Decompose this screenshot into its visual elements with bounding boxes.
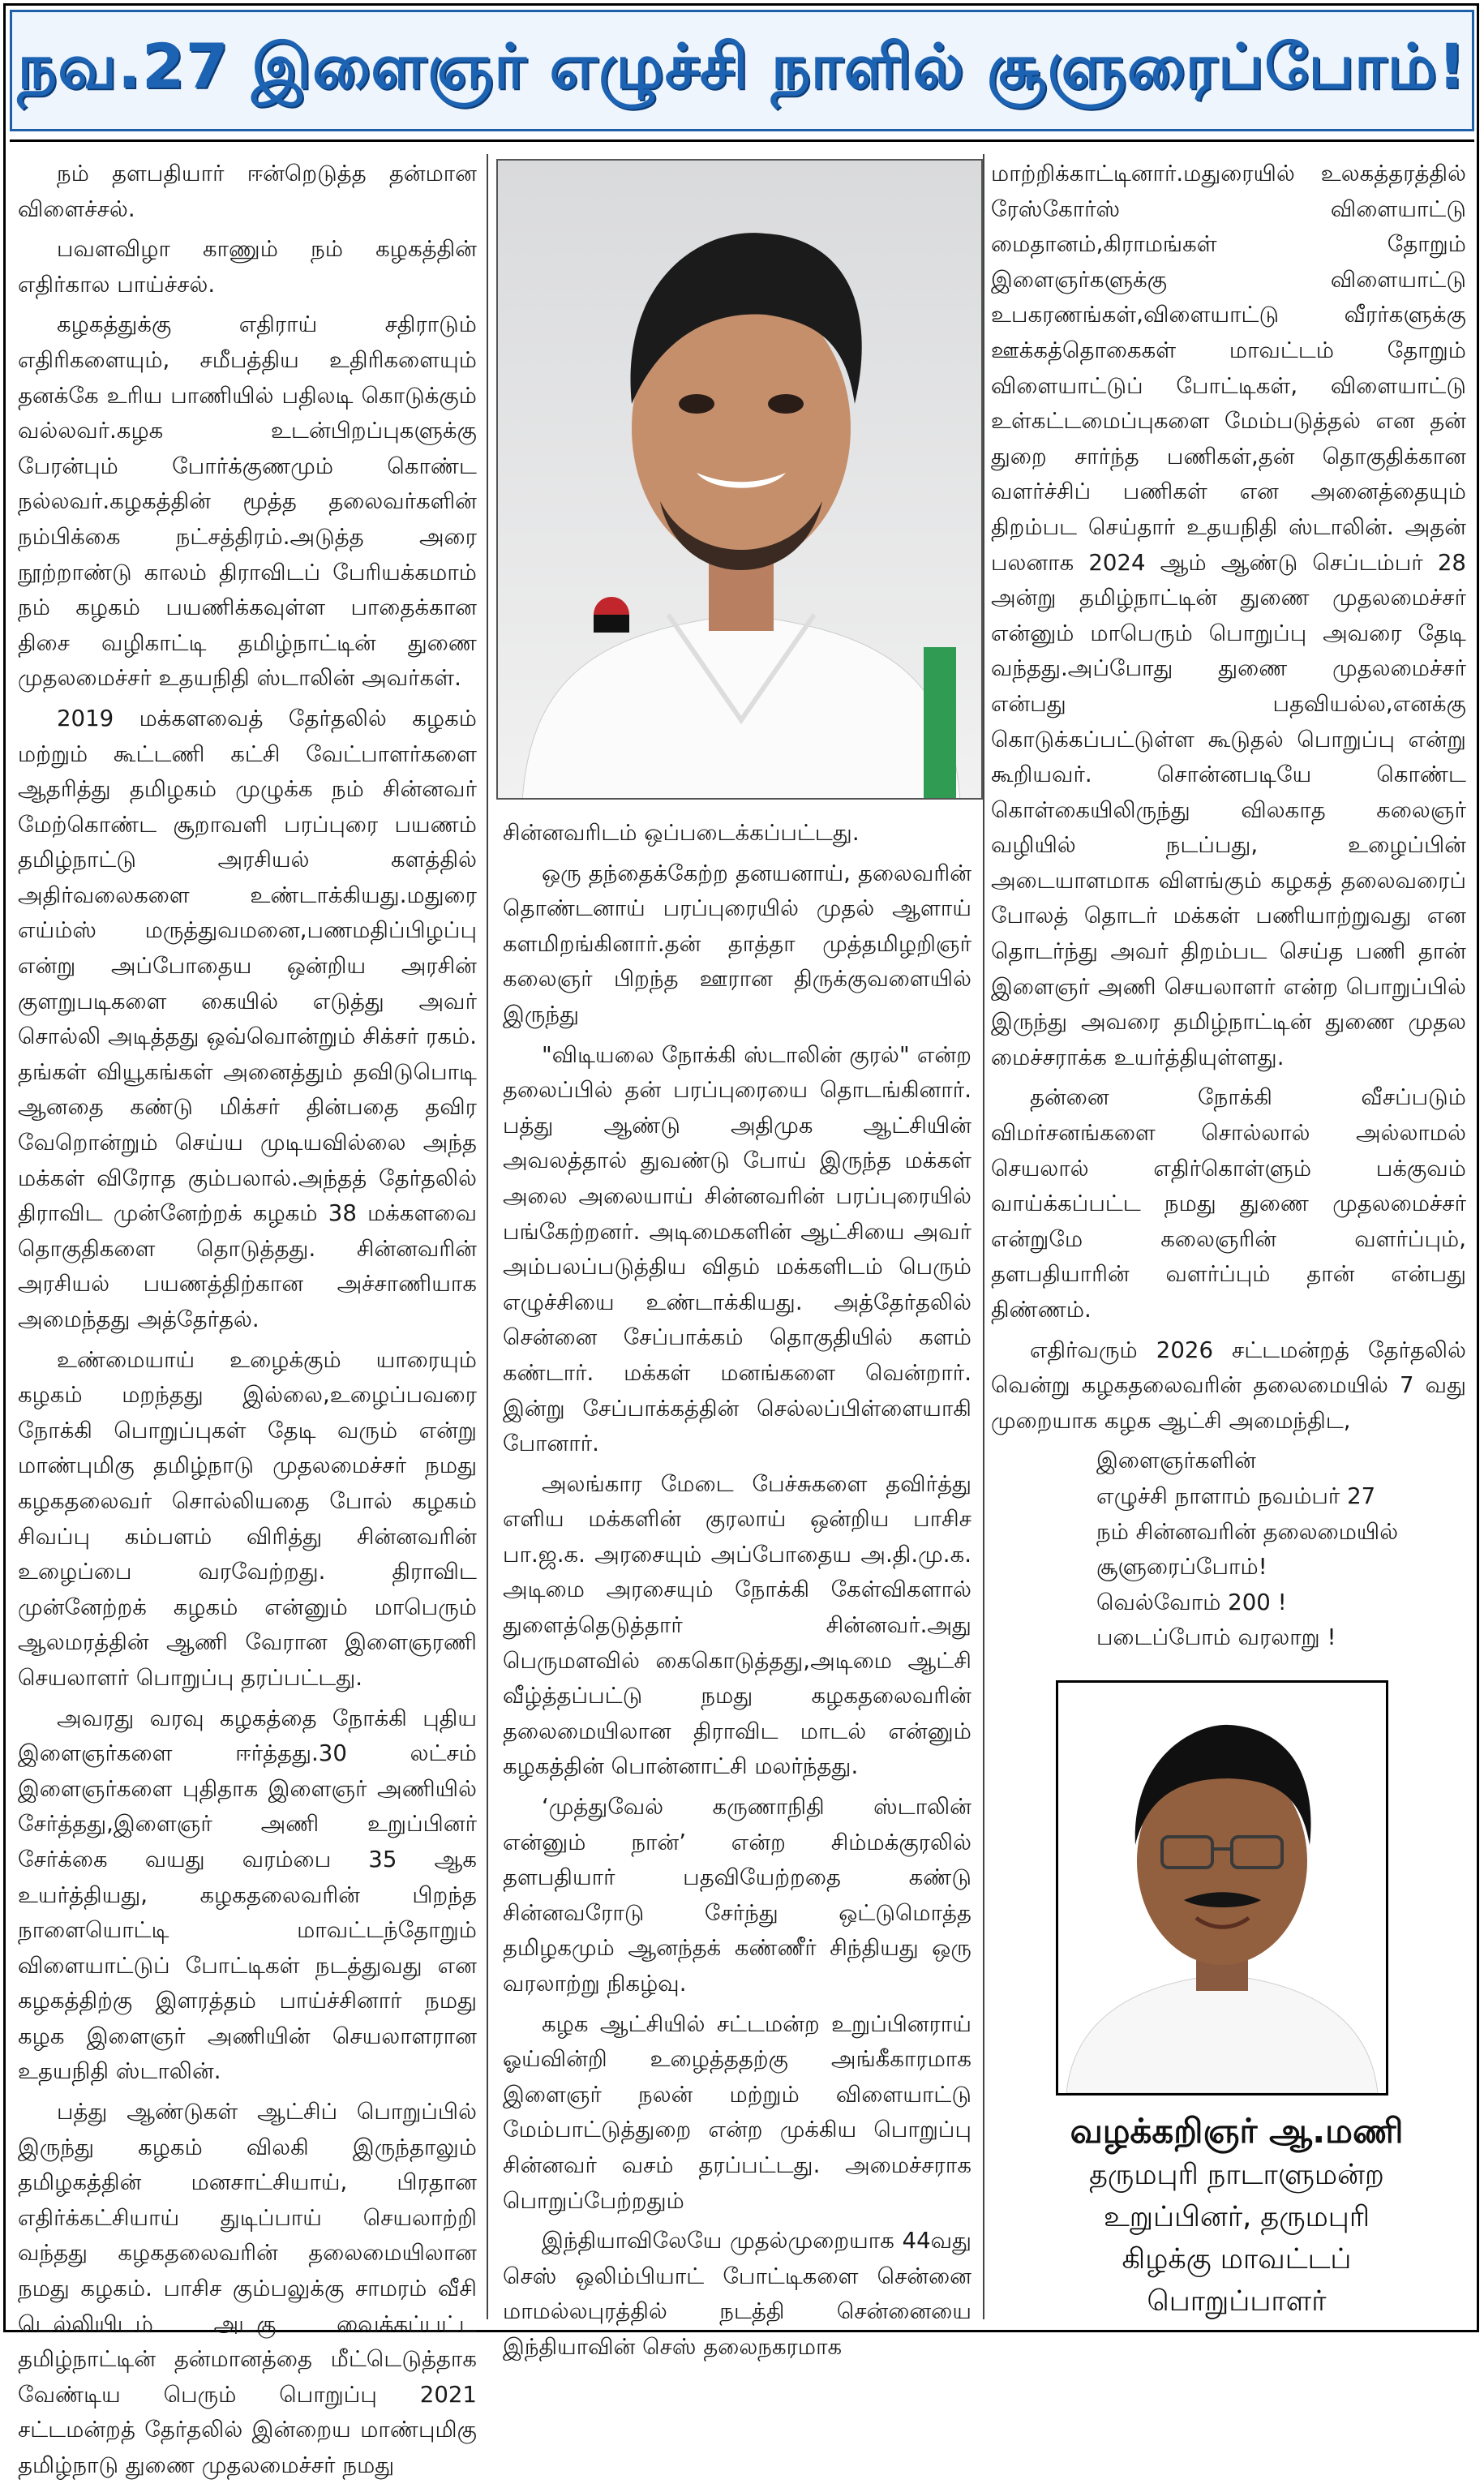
slogan-line: இளைஞர்களின் [1096,1447,1256,1474]
paragraph: எதிர்வரும் 2026 சட்டமன்றத் தேர்தலில் வென்று கழகதலைவரின் தலைமையில் 7 வது முறையாக கழக ஆட்சி அமைந்திட, [991,1336,1466,1434]
paragraph: ‘முத்துவேல் கருணாநிதி ஸ்டாலின் என்னும் நான்’ என்ற சிம்மக்குரலில் தளபதியார் பதவியேற்றதை கண்டு சின்னவரோடு சேர்ந்து ஒட்டுமொத்த தமிழகமும் ஆனந்தக் கண்ணீர் சிந்தியது ஒரு வரலாற்று நிகழ்வு. [503,1793,971,1997]
author-title-line: கிழக்கு மாவட்டப் [1122,2243,1352,2276]
paragraph: சின்னவரிடம் ஒப்படைக்கப்பட்டது. [503,819,860,846]
paragraph: "விடியலை நோக்கி ஸ்டாலின் குரல்" என்ற தலைப்பில் தன் பரப்புரையை தொடங்கினார். பத்து ஆண்டு அதிமுக ஆட்சியின் அவலத்தால் துவண்டு போய் இருந்த மக்கள் அலை அலையாய் சின்னவரின் பரப்புரையில் பங்கேற்றனர். அடிமைகளின் ஆட்சியை அவர் அம்பலப்படுத்திய விதம் மக்களிடம் பெரும் எழுச்சியை உண்டாக்கியது. அத்தேர்தலில் சென்னை சேப்பாக்கம் தொகுதியில் களம் கண்டார். மக்கள் மனங்களை வென்றார். இன்று சேப்பாக்கத்தின் செல்லப்பிள்ளையாகி போனார். [503,1040,971,1457]
paragraph: கழகத்துக்கு எதிராய் சதிராடும் எதிரிகளையும், சமீபத்திய உதிரிகளையும் தனக்கே உரிய பாணியில் பதிலடி கொடுக்கும் வல்லவர்.கழக உடன்பிறப்புகளுக்கு பேரன்பும் போர்க்குணமும் கொண்ட நல்லவர்.கழகத்தின் மூத்த தலைவர்களின் நம்பிக்கை நட்சத்திரம்.அடுத்த அரை நூற்றாண்டு காலம் திராவிடப் பேரியக்கமாம் நம் கழகம் பயணிக்கவுள்ள பாதைக்கான திசை வழிகாட்டி தமிழ்நாட்டின் துணை முதலமைச்சர் உதயநிதி ஸ்டாலின் அவர்கள். [18,311,477,692]
author-title-line: பொறுப்பாளர் [1147,2285,1327,2318]
author-block [999,2108,1474,2323]
headline-banner [10,10,1474,131]
author-title-line: உறுப்பினர், தருமபுரி [1103,2201,1370,2233]
paragraph: கழக ஆட்சியில் சட்டமன்ற உறுப்பினராய் ஓய்வின்றி உழைத்ததற்கு அங்கீகாரமாக இளைஞர் நலன் மற்றும் விளையாட்டு மேம்பாட்டுத்துறை என்ற முக்கிய பொறுப்பு சின்னவர் வசம் தரப்பட்டது. அமைச்சராக பொறுப்பேற்றதும் [503,2010,971,2214]
paragraph: அவரது வரவு கழகத்தை நோக்கி புதிய இளைஞர்களை ஈர்த்தது.30 லட்சம் இளைஞர்களை புதிதாக இளைஞர் அணியில் சேர்த்தது,இளைஞர் அணி உறுப்பினர் சேர்க்கை வயது வரம்பை 35 ஆக உயர்த்தியது, கழகதலைவரின் பிறந்த நாளையொட்டி மாவட்டந்தோறும் விளையாட்டுப் போட்டிகள் நடத்துவது என கழகத்திற்கு இளரத்தம் பாய்ச்சினார் நமது கழக இளைஞர் அணியின் செயலாளரான உதயநிதி ஸ்டாலின். [18,1704,477,2085]
headline-rule [10,139,1474,142]
author-title-line: தருமபுரி நாடாளுமன்ற [1089,2159,1384,2191]
paragraph: 2019 மக்களவைத் தேர்தலில் கழகம் மற்றும் கூட்டணி கட்சி வேட்பாளர்களை ஆதரித்து தமிழகம் முழுக்க நம் சின்னவர் மேற்கொண்ட சூறாவளி பரப்புரை பயணம் தமிழ்நாட்டு அரசியல் களத்தில் அதிர்வலைகளை உண்டாக்கியது.மதுரை எய்ம்ஸ் மருத்துவமனை,பணமதிப்பிழப்பு என்று அப்போதைய ஒன்றிய அரசின் குளறுபடிகளை கையில் எடுத்து அவர் சொல்லி அடித்தது ஒவ்வொன்றும் சிக்சர் ரகம். தங்கள் வியூகங்கள் அனைத்தும் தவிடுபொடி ஆனதை கண்டு மிக்சர் தின்பதை தவிர வேறொன்றும் செய்ய முடியவில்லை அந்த மக்கள் விரோத கும்பலால்.அந்தத் தேர்தலில் திராவிட முன்னேற்றக் கழகம் 38 மக்களவை தொகுதிகளை தொடுத்தது. சின்னவரின் அரசியல் பயணத்திற்கான அச்சாணியாக அமைந்தது அத்தேர்தல். [18,704,477,1332]
slogan-line: வெல்வோம் 200 ! [1096,1588,1287,1615]
slogan-line: நம் சின்னவரின் தலைமையில் [1096,1517,1399,1545]
slogan-line: சூளுரைப்போம்! [1096,1553,1267,1581]
column-divider-2 [983,154,984,2319]
article-column-1 [18,156,477,2488]
paragraph: அலங்கார மேடை பேச்சுகளை தவிர்த்து எளிய மக்களின் குரலாய் ஒன்றிய பாசிச பா.ஜ.க. அரசையும் அப்போதைய அ.தி.மு.க. அடிமை அரசையும் நோக்கி கேள்விகளால் துளைத்தெடுத்தார் சின்னவர்.அது பெருமளவில் கைகொடுத்தது,அடிமை ஆட்சி வீழ்த்தப்பட்டு நமது கழகதலைவரின் தலைமையிலான திராவிட மாடல் என்னும் கழகத்தின் பொன்னாட்சி மலர்ந்தது. [503,1469,971,1780]
headline: நவ.27 இளைஞர் எழுச்சி நாளில் சூளுரைப்போம்! [17,30,1467,102]
paragraph: பத்து ஆண்டுகள் ஆட்சிப் பொறுப்பில் இருந்து கழகம் விலகி இருந்தாலும் தமிழகத்தின் மனசாட்சியாய், பிரதான எதிர்க்கட்சியாய் துடிப்பாய் செயலாற்றி வந்தது கழகதலைவரின் தலைமையிலான நமது கழகம். பாசிச கும்பலுக்கு சாமரம் வீசி டெல்லியிடம் அடகு வைக்கப்பட்ட தமிழ்நாட்டின் தன்மானத்தை மீட்டெடுத்தாக வேண்டிய பெரும் பொறுப்பு 2021 சட்டமன்றத் தேர்தலில் இன்றைய மாண்புமிகு தமிழ்நாடு துணை முதலமைச்சர் நமது [18,2098,477,2478]
paragraph: உண்மையாய் உழைக்கும் யாரையும் கழகம் மறந்தது இல்லை,உழைப்பவரை நோக்கி பொறுப்புகள் தேடி வரும் என்று மாண்புமிகு தமிழ்நாடு முதலமைச்சர் நமது கழகதலைவர் சொல்லியதை போல் கழகம் சிவப்பு கம்பளம் விரித்து சின்னவரின் உழைப்பை வரவேற்றது. திராவிட முன்னேற்றக் கழகம் என்னும் மாபெரும் ஆலமரத்தின் ஆணி வேரான இளைஞரணி செயலாளர் பொறுப்பு தரப்பட்டது. [18,1345,477,1691]
author-name: வழக்கறிஞர் ஆ.மணி [1070,2111,1404,2151]
slogan-line: படைப்போம் வரலாறு ! [1096,1624,1336,1651]
author-portrait-illustration [1058,1683,1386,2093]
paragraph: ஒரு தந்தைக்கேற்ற தனயனாய், தலைவரின் தொண்டனாய் பரப்புரையில் முதல் ஆளாய் களமிறங்கினார்.தன் தாத்தா முத்தமிழறிஞர் கலைஞர் பிறந்த ஊரான திருக்குவளையில் இருந்து [503,859,971,1027]
article-column-2 [503,815,971,2370]
paragraph: நம் தளபதியார் ஈன்றெடுத்த தன்மான விளைச்சல். [18,160,477,222]
udhayanidhi-stalin-photo [496,159,983,800]
column-divider-1 [487,154,488,2319]
slogan-line: எழுச்சி நாளாம் நவம்பர் 27 [1096,1482,1376,1509]
paragraph: தன்னை நோக்கி வீசப்படும் விமர்சனங்களை சொல்லால் அல்லாமல் செயலால் எதிர்கொள்ளும் பக்குவம் வாய்க்கப்பட்ட நமது துணை முதலமைச்சர் என்றுமே கலைஞரின் வளர்ப்பும், தளபதியாரின் வளர்ப்பும் தான் என்பது திண்ணம். [991,1083,1466,1323]
paragraph: இந்தியாவிலேயே முதல்முறையாக 44வது செஸ் ஒலிம்பியாட் போட்டிகளை சென்னை மாமல்லபுரத்தில் நடத்தி சென்னையை இந்தியாவின் செஸ் தலைநகரமாக [503,2227,971,2360]
portrait-illustration [498,161,983,800]
paragraph: மாற்றிக்காட்டினார்.மதுரையில் உலகத்தரத்தில் ரேஸ்கோர்ஸ் விளையாட்டு மைதானம்,கிராமங்கள் தோறும் இளைஞர்களுக்கு விளையாட்டு உபகரணங்கள்,விளையாட்டு வீரர்களுக்கு ஊக்கத்தொகைகள் மாவட்டம் தோறும் விளையாட்டுப் போட்டிகள், விளையாட்டு உள்கட்டமைப்புகளை மேம்படுத்தல் என தன் துறை சார்ந்த பணிகள்,தன் தொகுதிக்கான வளர்ச்சிப் பணிகள் என அனைத்தையும் திறம்பட செய்தார் உதயநிதி ஸ்டாலின். அதன் பலனாக 2024 ஆம் ஆண்டு செப்டம்பர் 28 அன்று தமிழ்நாட்டின் துணை முதலமைச்சர் என்னும் மாபெரும் பொறுப்பு அவரை தேடி வந்தது.அப்போது துணை முதலமைச்சர் என்பது பதவியல்ல,எனக்கு கொடுக்கப்பட்டுள்ள கூடுதல் பொறுப்பு என்று கூறியவர். சொன்னபடியே கொண்ட கொள்கையிலிருந்து விலகாத கலைஞர் வழியில் நடப்பது, உழைப்பின் அடையாளமாக விளங்கும் கழகத் தலைவரைப் போலத் தொடர் மக்கள் பணியாற்றுவது என தொடர்ந்து அவர் திறம்பட செய்த பணி தான் இளைஞர் அணி செயலாளர் என்ற பொறுப்பில் இருந்து அவரை தமிழ்நாட்டின் துணை முதல மைச்சராக்க உயர்த்தியுள்ளது. [991,160,1466,1070]
author-photo [1056,1680,1388,2095]
article-column-3 [991,156,1466,1720]
paragraph: பவளவிழா காணும் நம் கழகத்தின் எதிர்கால பாய்ச்சல். [18,235,477,298]
